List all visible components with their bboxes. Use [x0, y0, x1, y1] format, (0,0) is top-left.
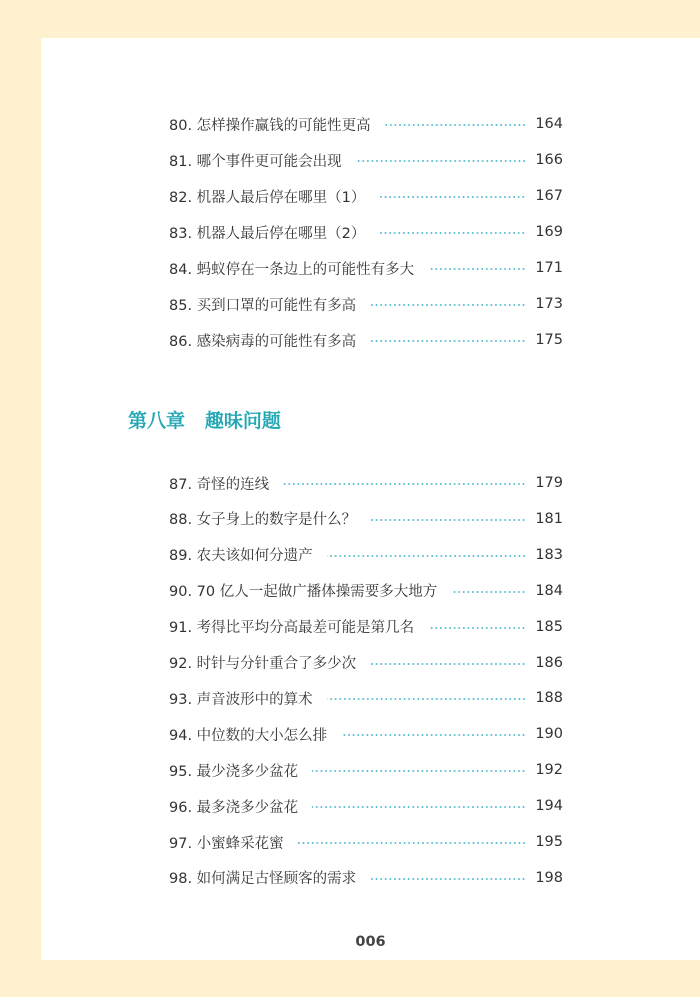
toc-entry-title: 85. 买到口罩的可能性有多高 — [169, 297, 357, 314]
toc-entry-title: 89. 农夫该如何分遗产 — [169, 548, 313, 565]
leader-dots — [356, 160, 526, 162]
toc-entry-page: 198 — [535, 869, 563, 886]
toc-entry-page: 190 — [535, 726, 563, 743]
leader-dots — [379, 232, 526, 234]
toc-entry — [169, 148, 563, 172]
leader-dots — [370, 663, 526, 665]
leader-dots — [428, 627, 526, 629]
toc-entry-page: 164 — [535, 116, 563, 132]
toc-entry-page: 179 — [535, 475, 563, 491]
leader-dots — [283, 483, 526, 485]
toc-entry-title: 81. 哪个事件更可能会出现 — [169, 153, 342, 170]
leader-dots — [327, 698, 526, 700]
toc-entry-title: 93. 声音波形中的算术 — [169, 691, 313, 708]
toc-entry-title: 97. 小蜜蜂采花蜜 — [169, 835, 284, 852]
toc-entry-page: 195 — [535, 834, 563, 850]
toc-entry-title: 90. 70 亿人一起做广播体操需要多大地方 — [169, 584, 438, 601]
toc-entry — [169, 794, 563, 818]
toc-entry — [169, 471, 563, 495]
toc-entry-page: 181 — [535, 510, 563, 527]
toc-entry-page: 166 — [535, 152, 563, 168]
leader-dots — [428, 268, 526, 270]
toc-entry-page: 169 — [535, 224, 563, 240]
page-number: 006 — [355, 934, 386, 950]
toc-entry — [169, 866, 563, 890]
toc-entry — [169, 184, 563, 208]
toc-entry-page: 185 — [535, 618, 563, 635]
toc-entry — [169, 543, 563, 567]
toc-entry-page: 183 — [535, 546, 563, 563]
toc-entry — [169, 722, 563, 746]
toc-entry — [169, 579, 563, 603]
toc-entry — [169, 830, 563, 854]
toc-entry-title: 91. 考得比平均分高最差可能是第几名 — [169, 620, 415, 637]
leader-dots — [370, 304, 526, 306]
toc-entry-page: 175 — [535, 332, 563, 348]
toc-entry — [169, 112, 563, 136]
toc-entry-title: 80. 怎样操作赢钱的可能性更高 — [169, 117, 371, 134]
toc-entry — [169, 507, 563, 531]
leader-dots — [385, 124, 526, 126]
toc-entry-title: 88. 女子身上的数字是什么？ — [169, 512, 357, 529]
leader-dots — [451, 591, 526, 593]
toc-entry-title: 87. 奇怪的连线 — [169, 476, 270, 493]
toc-entry-page: 192 — [535, 762, 563, 779]
toc-entry-page: 184 — [535, 582, 563, 599]
leader-dots — [327, 555, 526, 557]
toc-entry-page: 186 — [535, 654, 563, 671]
toc-entry — [169, 615, 563, 639]
toc-entry — [169, 292, 563, 316]
book-page — [41, 38, 700, 960]
toc-entry-page: 171 — [535, 260, 563, 276]
toc-entry — [169, 686, 563, 710]
leader-dots — [312, 806, 526, 808]
leader-dots — [370, 519, 526, 521]
leader-dots — [370, 878, 526, 880]
chapter-heading: 第八章 趣味问题 — [128, 410, 281, 432]
leader-dots — [298, 842, 526, 844]
toc-entry-title: 94. 中位数的大小怎么排 — [169, 727, 328, 744]
toc-entry-page: 194 — [535, 798, 563, 815]
toc-entry-title: 96. 最多浇多少盆花 — [169, 799, 299, 816]
toc-entry — [169, 220, 563, 244]
toc-entry — [169, 758, 563, 782]
leader-dots — [370, 340, 526, 342]
toc-entry-title: 98. 如何满足古怪顾客的需求 — [169, 871, 357, 888]
leader-dots — [312, 770, 526, 772]
toc-entry-title: 82. 机器人最后停在哪里（1） — [169, 189, 366, 206]
toc-entry-title: 92. 时针与分针重合了多少次 — [169, 656, 357, 672]
toc-entry-title: 86. 感染病毒的可能性有多高 — [169, 333, 357, 350]
toc-entry — [169, 256, 563, 280]
toc-entry-title: 95. 最少浇多少盆花 — [169, 763, 299, 780]
toc-entry-title: 83. 机器人最后停在哪里（2） — [169, 225, 366, 242]
toc-entry — [169, 651, 563, 675]
toc-entry-page: 188 — [535, 690, 563, 707]
toc-entry-title: 84. 蚂蚁停在一条边上的可能性有多大 — [169, 261, 415, 278]
toc-entry — [169, 328, 563, 352]
leader-dots — [341, 734, 526, 736]
toc-entry-page: 173 — [535, 296, 563, 312]
toc-entry-page: 167 — [535, 188, 563, 204]
leader-dots — [379, 196, 526, 198]
